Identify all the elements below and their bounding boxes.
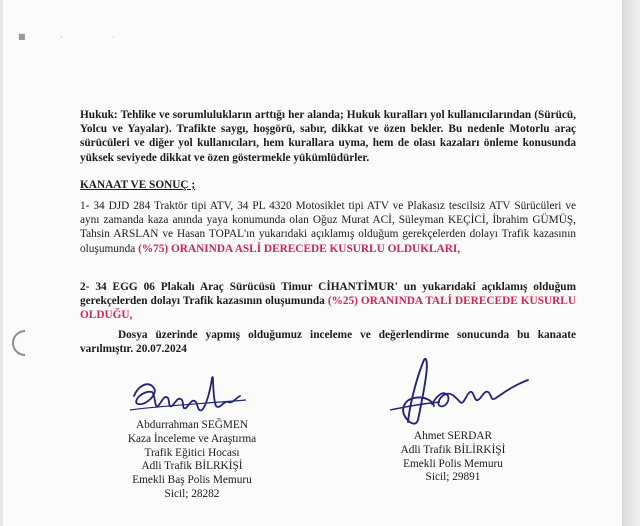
scan-speck: · <box>112 33 115 42</box>
page-fold-shadow <box>0 0 3 526</box>
hukuk-label: Hukuk: <box>80 109 118 121</box>
signer-left-block <box>100 419 284 502</box>
page-edge-shadow <box>622 0 640 526</box>
scan-speck: ■ <box>18 32 26 41</box>
signer-right-name: Ahmet SERDAR <box>413 430 493 442</box>
hukuk-text: Tehlike ve sorumlulukların arttığı her alanda; Hukuk kuralları yol kullanıcılarından (Sürücü, Yolcu ve Yayalar). Trafikte saygı, hoşgörü, sabır, dikkat ve özen bekler. Bu nedenle Motorlu araç sürücüleri ve diğer yol kullanıcıları, hem kurallara uyma, hem de olası kazaları önleme konusunda yüksek seviyede dikkat ve özen göstermekle yükümlüdürler. <box>80 109 576 164</box>
item-1-highlight: (%75) ORANINDA ASLİ DERECEDE KUSURLU OLDUKLARI, <box>138 242 461 255</box>
section-title: KANAAT VE SONUÇ ; <box>80 179 196 191</box>
signer-right-block <box>380 430 526 485</box>
hukuk-paragraph <box>80 108 576 165</box>
signer-left-line1: Kaza İnceleme ve Araştırma <box>127 432 257 445</box>
scan-speck: · <box>60 33 63 42</box>
signer-left-line4: Emekli Baş Polis Memuru <box>132 474 252 487</box>
item-2-highlight: (%25) ORANINDA TALİ DERECEDE KUSURLU OLDUĞU, <box>80 295 576 322</box>
signer-left-line2: Trafik Eğitici Hocası <box>144 446 240 459</box>
signer-left-line5: Sicil; 28282 <box>164 487 220 500</box>
conclusion-item-1 <box>80 199 576 256</box>
signer-left-line3: Adli Trafik BİLRKİŞİ <box>141 460 243 473</box>
closing-statement: Dosya üzerinde yapmış olduğumuz inceleme ve değerlendirme sonucunda bu kanaate varılmıştır. 20.07.2024 <box>80 329 576 356</box>
item-1-text: 1- 34 DJD 284 Traktör tipi ATV, 34 PL 4320 Motosiklet tipi ATV ve Plakasız tescilsiz ATV Sürücüleri ve aynı zamanda kaza anında yaya konumunda olan Oğuz Murat ACİ, Süleyman KEÇİCİ, İbrahim GÜMÜŞ, Tahsin ARSLAN ve Hasan TOPAL'ın yukarıdaki açıklamış olduğum gerekçelerden dolayı Trafik kazasının oluşumunda <box>80 200 576 255</box>
signature-right <box>380 352 540 432</box>
signer-left-name: Abdurrahman SEĞMEN <box>135 419 248 431</box>
conclusion-item-2 <box>80 280 576 323</box>
punch-hole-mark <box>7 325 44 362</box>
signer-right-line2: Emekli Polis Memuru <box>403 457 503 470</box>
item-2-text: 2- 34 EGG 06 Plakalı Araç Sürücüsü Timur CİHANTİMUR' un yukarıdaki açıklamış olduğum gerekçelerden dolayı Trafik kazasının oluşumunda <box>80 281 576 308</box>
signer-right-line1: Adli Trafik BİLİRKİŞİ <box>400 443 506 456</box>
signer-right-line3: Sicil; 29891 <box>425 471 481 484</box>
